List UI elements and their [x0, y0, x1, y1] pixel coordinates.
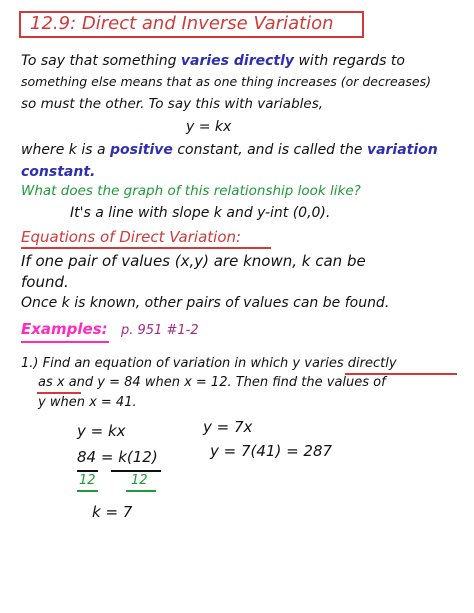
problem-text: and y = 84 when x = 12. Then find the values of [68, 375, 386, 390]
direct-variation-formula: y = kx [186, 119, 232, 135]
problem-highlight: y varies directly [292, 356, 397, 371]
work-right-2: y = 7(41) = 287 [210, 442, 333, 460]
varies-directly-term: varies directly [180, 53, 295, 69]
intro-text: To say that something [21, 53, 177, 69]
problem-line-2 [38, 376, 386, 389]
intro-line-1 [21, 54, 405, 68]
heading-underline [21, 247, 271, 249]
intro-line-2: something else means that as one thing increases (or decreases) [21, 74, 431, 89]
section-line-2: found. [21, 273, 69, 291]
divisor-underline-right [126, 490, 156, 492]
intro-line-3: so must the other. To say this with variables, [21, 96, 324, 112]
positive-term: positive [109, 142, 173, 158]
section-line-3: Once k is known, other pairs of values can be found. [21, 295, 390, 311]
examples-label: Examples: [21, 320, 108, 338]
page-title: 12.9: Direct and Inverse Variation [30, 13, 334, 34]
result-k: k = 7 [92, 503, 133, 521]
fraction-bar-left [77, 470, 98, 472]
graph-question: What does the graph of this relationship look like? [21, 183, 361, 199]
intro-text: constant, and is called the [177, 142, 363, 158]
work-right-1: y = 7x [203, 418, 253, 436]
divisor-left: 12 [79, 473, 96, 488]
as-x-underline [37, 392, 81, 394]
problem-line-3: y when x = 41. [38, 395, 137, 410]
problem-text: 1.) Find an equation of variation in which [21, 356, 289, 371]
work-equation-2 [77, 450, 158, 465]
variation-term: variation [366, 142, 438, 158]
fraction-bar-right [111, 470, 161, 472]
constant-term: constant. [21, 164, 96, 180]
work-rhs: k(12) [118, 448, 158, 466]
examples-reference: p. 951 #1-2 [121, 323, 199, 338]
intro-line-5 [21, 143, 438, 157]
intro-text: with regards to [298, 53, 405, 69]
section-line-1: If one pair of values (x,y) are known, k can be [21, 252, 366, 270]
work-equation-1: y = kx [77, 422, 126, 440]
intro-text: where k is a [21, 142, 106, 158]
section-heading: Equations of Direct Variation: [21, 228, 242, 246]
problem-line-1 [21, 357, 397, 370]
examples-underline [21, 341, 109, 343]
graph-answer: It's a line with slope k and y-int (0,0). [70, 205, 331, 221]
problem-highlight: as x [38, 375, 65, 390]
divisor-underline-left [77, 490, 98, 492]
work-lhs: 84 = [77, 448, 114, 466]
divisor-right: 12 [131, 473, 148, 488]
